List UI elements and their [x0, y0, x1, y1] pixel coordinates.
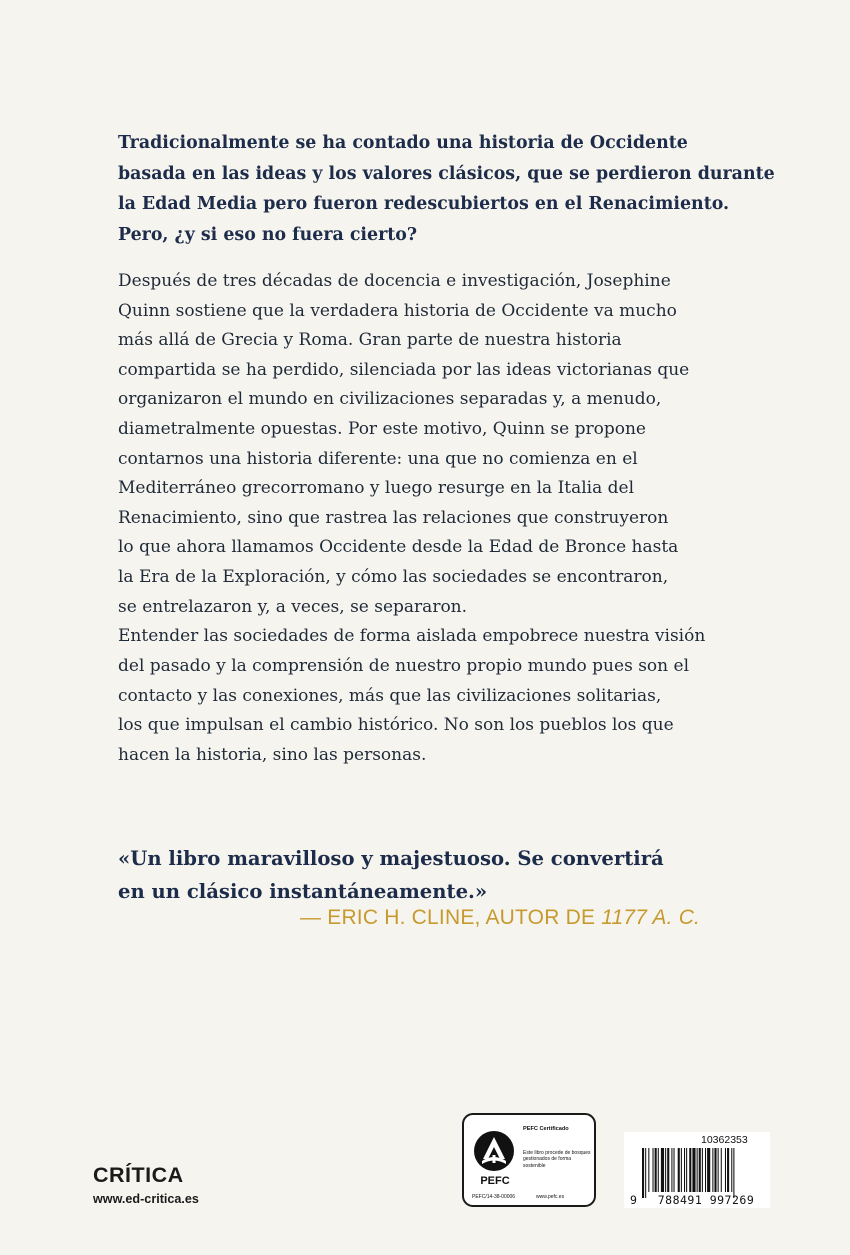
blurb-quote [118, 842, 664, 908]
quote-line: en un clásico instantáneamente.» [118, 880, 488, 903]
pefc-label: PEFC [480, 1175, 510, 1187]
intro-paragraph [118, 128, 775, 250]
quote-line: «Un libro maravilloso y majestuoso. Se convertirá [118, 847, 664, 870]
pefc-certified-text: PEFC Certificado [523, 1126, 569, 1132]
body-line: Quinn sostiene que la verdadera historia de Occidente va mucho [118, 300, 677, 321]
attribution-author: — ERIC H. CLINE, AUTOR DE [300, 906, 602, 929]
publisher-url: www.ed-critica.es [93, 1192, 199, 1206]
publisher-logo-text: CRÍTICA [93, 1163, 184, 1187]
body-line: Después de tres décadas de docencia e investigación, Josephine [118, 271, 671, 291]
intro-line: basada en las ideas y los valores clásicos, que se perdieron durante [118, 163, 775, 184]
body-line: diametralmente opuestas. Por este motivo, Quinn se propone [118, 418, 646, 439]
body-line: Entender las sociedades de forma aislada empobrece nuestra visión [118, 626, 706, 646]
isbn-barcode [624, 1132, 770, 1208]
intro-line: Tradicionalmente se ha contado una historia de Occidente [118, 133, 688, 153]
intro-line: la Edad Media pero fueron redescubiertos en el Renacimiento. [118, 194, 730, 214]
pefc-tree-logo-icon [472, 1129, 516, 1173]
barcode-internal-code: 10362353 [701, 1134, 748, 1146]
pefc-code: PEFC/14-38-00006 [472, 1194, 516, 1200]
barcode-lead-digit: 9 [630, 1193, 637, 1207]
publisher-block [93, 1163, 199, 1207]
barcode-digits: 788491 997269 [657, 1193, 755, 1207]
body-line: la Era de la Exploración, y cómo las sociedades se encontraron, [118, 566, 669, 587]
body-line: hacen la historia, sino las personas. [118, 745, 427, 766]
body-line: se entrelazaron y, a veces, se separaron. [118, 596, 468, 617]
body-paragraph-1 [118, 267, 738, 622]
body-line: Renacimiento, sino que rastrea las relaciones que construyeron [118, 507, 669, 528]
body-line: organizaron el mundo en civilizaciones separadas y, a menudo, [118, 389, 662, 410]
pefc-description: Este libro procede de bosques gestionados de forma sostenible [523, 1150, 591, 1169]
barcode-bars-icon [642, 1148, 766, 1198]
body-line: los que impulsan el cambio histórico. No son los pueblos los que [118, 715, 674, 736]
body-line: lo que ahora llamamos Occidente desde la Edad de Bronce hasta [118, 537, 679, 558]
pefc-certification-badge [462, 1113, 596, 1207]
body-line: contacto y las conexiones, más que las civilizaciones solitarias, [118, 685, 662, 706]
body-line: contarnos una historia diferente: una que no comienza en el [118, 448, 638, 469]
body-line: compartida se ha perdido, silenciada por las ideas victorianas que [118, 359, 690, 380]
body-line: del pasado y la comprensión de nuestro propio mundo pues son el [118, 655, 690, 676]
quote-attribution [300, 906, 700, 930]
attribution-book-title: 1177 A. C. [601, 906, 701, 929]
body-line: más allá de Grecia y Roma. Gran parte de nuestra historia [118, 330, 622, 351]
intro-line: Pero, ¿y si eso no fuera cierto? [118, 224, 418, 245]
body-line: Mediterráneo grecorromano y luego resurge en la Italia del [118, 478, 635, 499]
pefc-website: www.pefc.es [536, 1194, 565, 1200]
body-paragraph-2 [118, 622, 738, 771]
